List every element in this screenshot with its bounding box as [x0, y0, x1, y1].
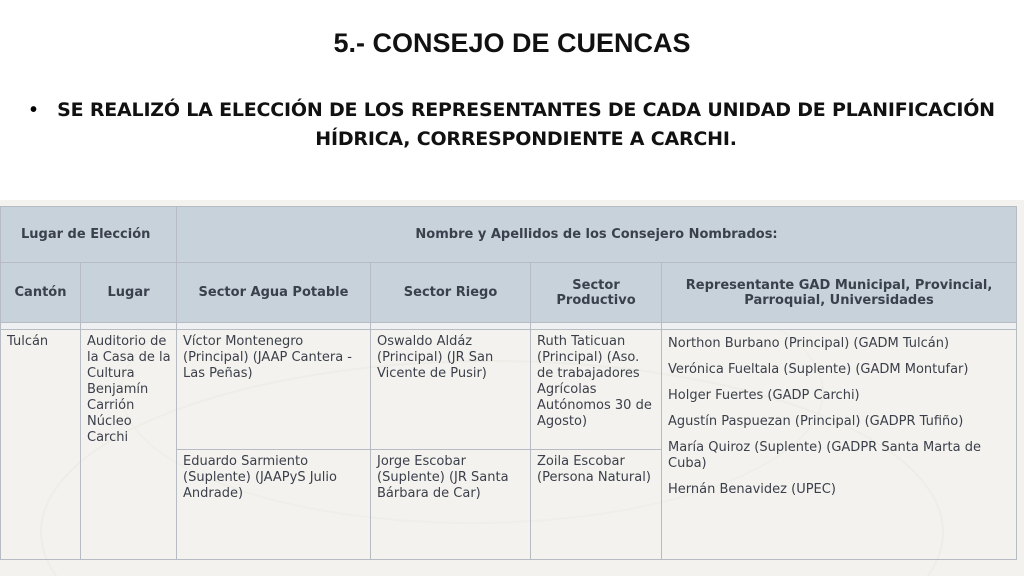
council-table	[0, 206, 1017, 560]
canton-cell: Tulcán	[1, 330, 81, 560]
bullet-point	[30, 96, 1000, 154]
slide-title: 5.- CONSEJO DE CUENCAS	[333, 28, 691, 58]
representante-item: Northon Burbano (Principal) (GADM Tulcán)	[668, 336, 950, 351]
productivo-suplente-cell: Zoila Escobar (Persona Natural)	[531, 450, 662, 560]
col-lugar: Lugar	[81, 263, 177, 323]
representante-item: Verónica Fueltala (Suplente) (GADM Montufar)	[668, 362, 969, 377]
col-canton: Cantón	[1, 263, 81, 323]
bullet-dot-icon: •	[30, 99, 38, 121]
col-riego: Sector Riego	[371, 263, 531, 323]
representante-item: Hernán Benavidez (UPEC)	[668, 482, 836, 497]
agua-suplente-cell: Eduardo Sarmiento (Suplente) (JAAPyS Julio Andrade)	[177, 450, 371, 560]
representante-item: Holger Fuertes (GADP Carchi)	[668, 388, 860, 403]
scanned-table-image	[0, 200, 1024, 576]
representantes-cell	[662, 330, 1017, 560]
representante-item: Agustín Paspuezan (Principal) (GADPR Tufiño)	[668, 414, 964, 429]
col-productivo: Sector Productivo	[531, 263, 662, 323]
col-representante: Representante GAD Municipal, Provincial, Parroquial, Universidades	[662, 263, 1017, 323]
table-row	[1, 330, 1017, 450]
header-lugar-eleccion: Lugar de Elección	[1, 207, 177, 263]
agua-principal-cell: Víctor Montenegro (Principal) (JAAP Cantera - Las Peñas)	[177, 330, 371, 450]
productivo-principal-cell: Ruth Taticuan (Principal) (Aso. de trabajadores Agrícolas Autónomos 30 de Agosto)	[531, 330, 662, 450]
bullet-text: SE REALIZÓ LA ELECCIÓN DE LOS REPRESENTANTES DE CADA UNIDAD DE PLANIFICACIÓN HÍDRICA, CORRESPONDIENTE A CARCHI.	[57, 99, 995, 150]
gap-row	[1, 323, 1017, 330]
lugar-cell: Auditorio de la Casa de la Cultura Benjamín Carrión Núcleo Carchi	[81, 330, 177, 560]
riego-principal-cell: Oswaldo Aldáz (Principal) (JR San Vicente de Pusir)	[371, 330, 531, 450]
col-agua-potable: Sector Agua Potable	[177, 263, 371, 323]
riego-suplente-cell: Jorge Escobar (Suplente) (JR Santa Bárbara de Car)	[371, 450, 531, 560]
representante-item: María Quiroz (Suplente) (GADPR Santa Marta de Cuba)	[668, 440, 981, 471]
header-nombre: Nombre y Apellidos de los Consejero Nombrados:	[177, 207, 1017, 263]
